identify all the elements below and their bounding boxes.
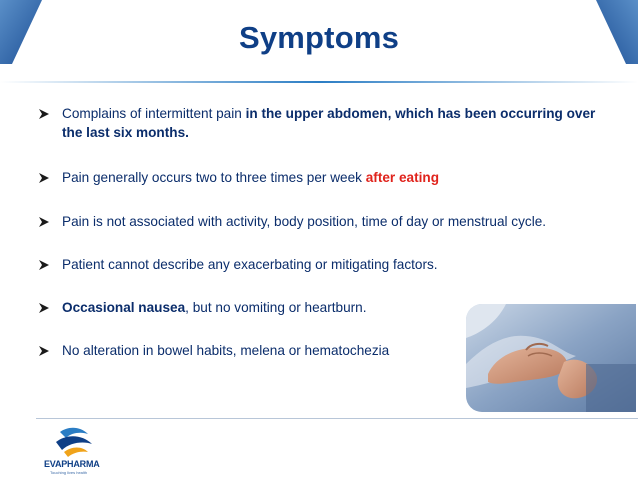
arrow-right-icon: [38, 108, 50, 120]
arrow-right-icon: [38, 302, 50, 314]
arrow-right-icon: [38, 216, 50, 228]
bullet-text: No alteration in bowel habits, melena or hematochezia: [62, 343, 390, 358]
bullet-bold-text: Occasional nausea: [62, 300, 186, 315]
title-divider: [0, 81, 638, 83]
list-item: [36, 104, 596, 142]
arrow-right-icon: [38, 345, 50, 357]
footer-divider: [36, 418, 638, 419]
abdominal-pain-photo: [466, 304, 636, 412]
arrow-right-icon: [38, 259, 50, 271]
list-item: [36, 255, 596, 274]
bullet-text: , but no vomiting or heartburn.: [185, 300, 367, 315]
bullet-text: Complains of intermittent pain: [62, 106, 246, 121]
bullet-text: Pain generally occurs two to three times per week: [62, 170, 366, 185]
bullet-text: Patient cannot describe any exacerbating or mitigating factors.: [62, 257, 438, 272]
bullet-bold-text: in the upper abdomen, which has been occurring over the last six months.: [62, 106, 596, 140]
bullet-text: Pain is not associated with activity, body position, time of day or menstrual cycle.: [62, 214, 547, 229]
list-item: [36, 168, 596, 187]
logo-name: EVAPHARMA: [44, 459, 100, 469]
list-item: [36, 212, 596, 231]
slide-title: Symptoms: [238, 20, 400, 55]
bullet-highlight-text: after eating: [365, 170, 440, 185]
arrow-right-icon: [38, 172, 50, 184]
logo-tagline: Touching lives health: [50, 470, 88, 475]
